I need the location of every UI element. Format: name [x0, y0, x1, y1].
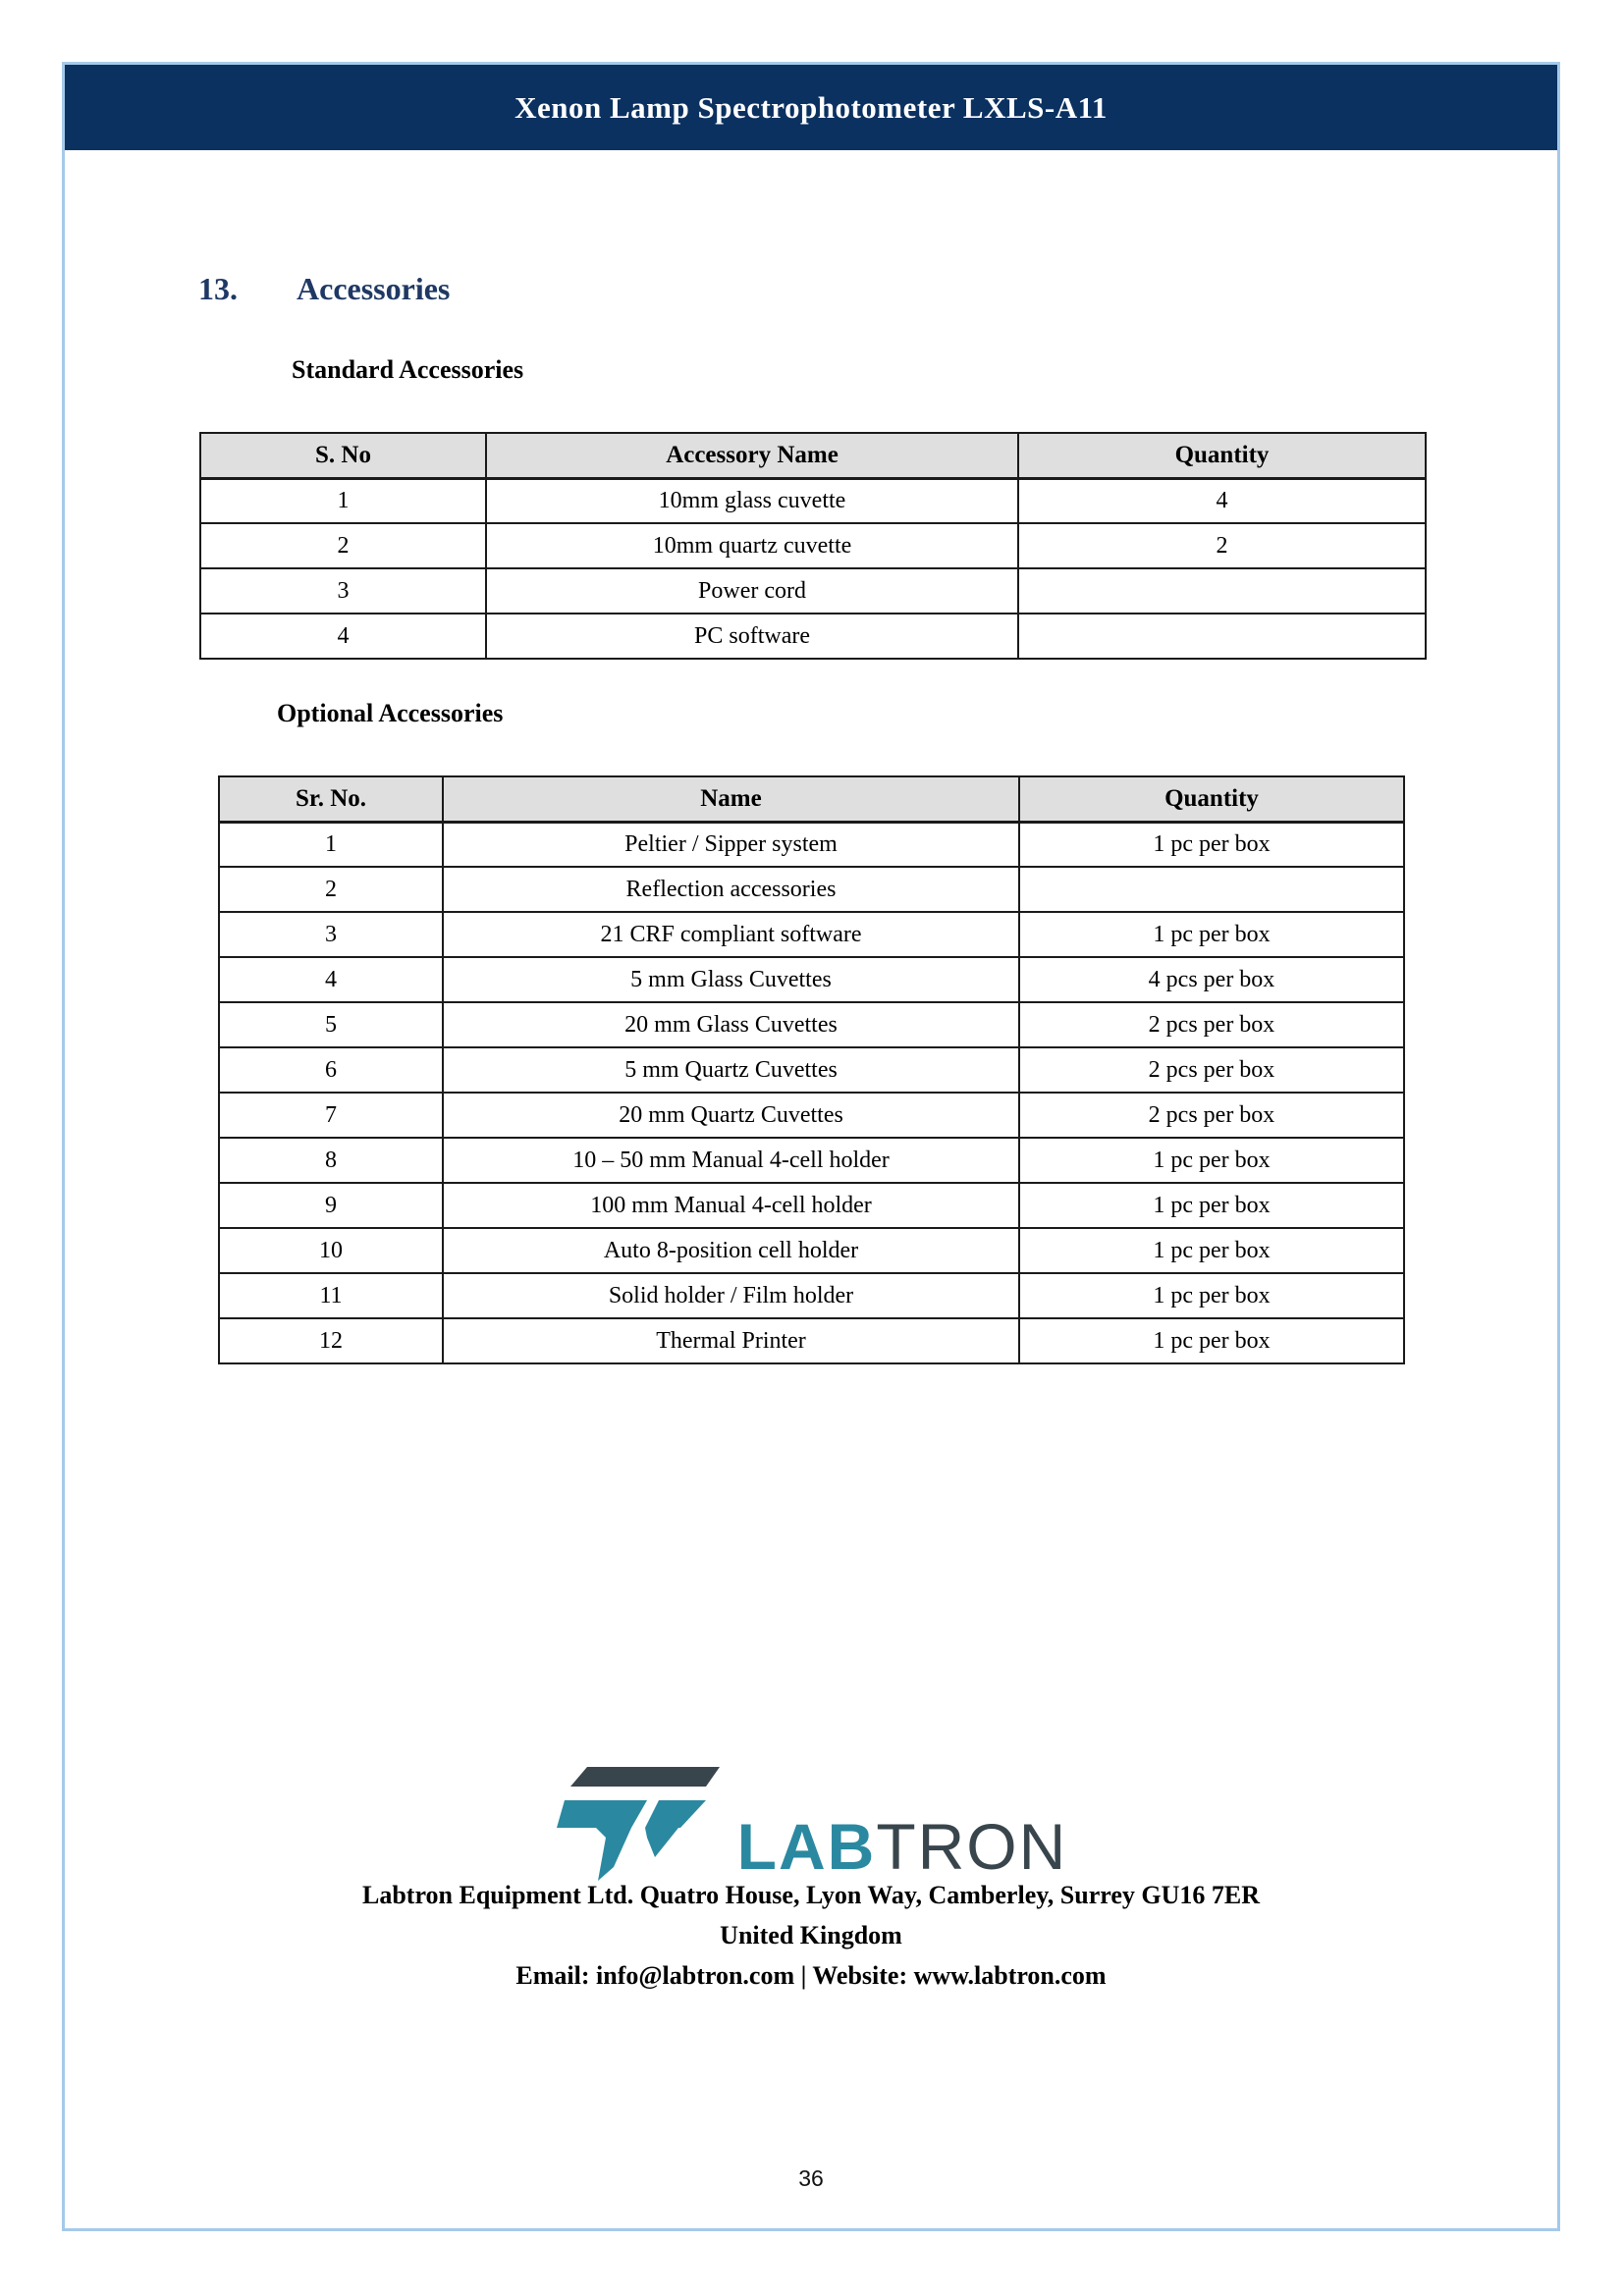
table-row — [219, 1138, 1404, 1183]
table-cell: 1 pc per box — [1019, 1183, 1404, 1228]
footer-address-block — [65, 1875, 1557, 1996]
table-cell: 20 mm Quartz Cuvettes — [443, 1093, 1019, 1138]
table-cell — [1018, 614, 1426, 659]
table-cell: 2 — [1018, 523, 1426, 568]
section-heading — [198, 271, 450, 307]
table-row — [219, 1002, 1404, 1047]
table-cell: 10mm glass cuvette — [486, 478, 1018, 523]
column-header: Name — [443, 776, 1019, 822]
column-header: S. No — [200, 433, 486, 478]
table-cell: 3 — [219, 912, 443, 957]
table-cell: Reflection accessories — [443, 867, 1019, 912]
labtron-logo — [65, 1765, 1557, 1883]
table-row — [219, 867, 1404, 912]
section-number: 13. — [198, 271, 238, 306]
table-header-row — [219, 776, 1404, 822]
table-cell — [1018, 568, 1426, 614]
table-cell: 21 CRF compliant software — [443, 912, 1019, 957]
table-cell: 5 — [219, 1002, 443, 1047]
table-row — [219, 1318, 1404, 1363]
table-row — [200, 614, 1426, 659]
table-cell: Thermal Printer — [443, 1318, 1019, 1363]
logo-text-lab: LAB — [736, 1810, 877, 1883]
table-cell: 7 — [219, 1093, 443, 1138]
table-cell: 4 pcs per box — [1019, 957, 1404, 1002]
table-cell: 1 pc per box — [1019, 1228, 1404, 1273]
page-border-frame — [62, 62, 1560, 2231]
table-cell: 1 pc per box — [1019, 1273, 1404, 1318]
table-cell: 3 — [200, 568, 486, 614]
table-cell: 2 pcs per box — [1019, 1093, 1404, 1138]
labtron-logo-icon — [555, 1765, 724, 1883]
table-row — [219, 1228, 1404, 1273]
column-header: Sr. No. — [219, 776, 443, 822]
table-cell: 2 pcs per box — [1019, 1047, 1404, 1093]
table-cell: 8 — [219, 1138, 443, 1183]
table-cell: 5 mm Glass Cuvettes — [443, 957, 1019, 1002]
table-row — [219, 1047, 1404, 1093]
column-header: Accessory Name — [486, 433, 1018, 478]
page-number: 36 — [798, 2165, 824, 2191]
table-row — [219, 1093, 1404, 1138]
column-header: Quantity — [1019, 776, 1404, 822]
column-header: Quantity — [1018, 433, 1426, 478]
optional-accessories-table — [218, 775, 1405, 1364]
address-line-1: Labtron Equipment Ltd. Quatro House, Lyon Way, Camberley, Surrey GU16 7ER — [362, 1881, 1260, 1909]
table-row — [219, 1183, 1404, 1228]
table-cell: 1 — [200, 478, 486, 523]
table-cell: 11 — [219, 1273, 443, 1318]
table-cell: 1 pc per box — [1019, 912, 1404, 957]
section-title: Accessories — [297, 271, 451, 306]
table-row — [200, 523, 1426, 568]
table-cell: Auto 8-position cell holder — [443, 1228, 1019, 1273]
document-title: Xenon Lamp Spectrophotometer LXLS-A11 — [514, 89, 1108, 125]
table-row — [200, 478, 1426, 523]
table-cell: 10 — [219, 1228, 443, 1273]
table-cell: 2 — [219, 867, 443, 912]
table-cell: 9 — [219, 1183, 443, 1228]
document-header-bar — [65, 65, 1557, 150]
labtron-logo-text — [736, 1810, 1068, 1883]
table-row — [219, 912, 1404, 957]
table-cell: Peltier / Sipper system — [443, 822, 1019, 867]
table-cell: 10mm quartz cuvette — [486, 523, 1018, 568]
table-cell: 10 – 50 mm Manual 4-cell holder — [443, 1138, 1019, 1183]
table-header-row — [200, 433, 1426, 478]
standard-accessories-heading: Standard Accessories — [292, 355, 524, 384]
table-cell: 5 mm Quartz Cuvettes — [443, 1047, 1019, 1093]
address-line-2: United Kingdom — [720, 1921, 902, 1949]
table-cell: Power cord — [486, 568, 1018, 614]
table-cell: Solid holder / Film holder — [443, 1273, 1019, 1318]
table-row — [219, 822, 1404, 867]
table-cell: 2 pcs per box — [1019, 1002, 1404, 1047]
standard-accessories-table — [199, 432, 1427, 660]
table-cell: 1 pc per box — [1019, 822, 1404, 867]
table-cell: 6 — [219, 1047, 443, 1093]
table-cell: 4 — [219, 957, 443, 1002]
table-row — [219, 957, 1404, 1002]
table-cell — [1019, 867, 1404, 912]
table-cell: 1 pc per box — [1019, 1318, 1404, 1363]
table-cell: PC software — [486, 614, 1018, 659]
table-row — [200, 568, 1426, 614]
table-cell: 100 mm Manual 4-cell holder — [443, 1183, 1019, 1228]
table-cell: 1 — [219, 822, 443, 867]
contact-line: Email: info@labtron.com | Website: www.labtron.com — [515, 1961, 1107, 1990]
table-cell: 1 pc per box — [1019, 1138, 1404, 1183]
logo-text-tron: TRON — [876, 1810, 1068, 1883]
optional-accessories-heading: Optional Accessories — [277, 699, 504, 727]
table-cell: 2 — [200, 523, 486, 568]
table-cell: 20 mm Glass Cuvettes — [443, 1002, 1019, 1047]
table-cell: 4 — [1018, 478, 1426, 523]
table-cell: 4 — [200, 614, 486, 659]
table-row — [219, 1273, 1404, 1318]
table-cell: 12 — [219, 1318, 443, 1363]
